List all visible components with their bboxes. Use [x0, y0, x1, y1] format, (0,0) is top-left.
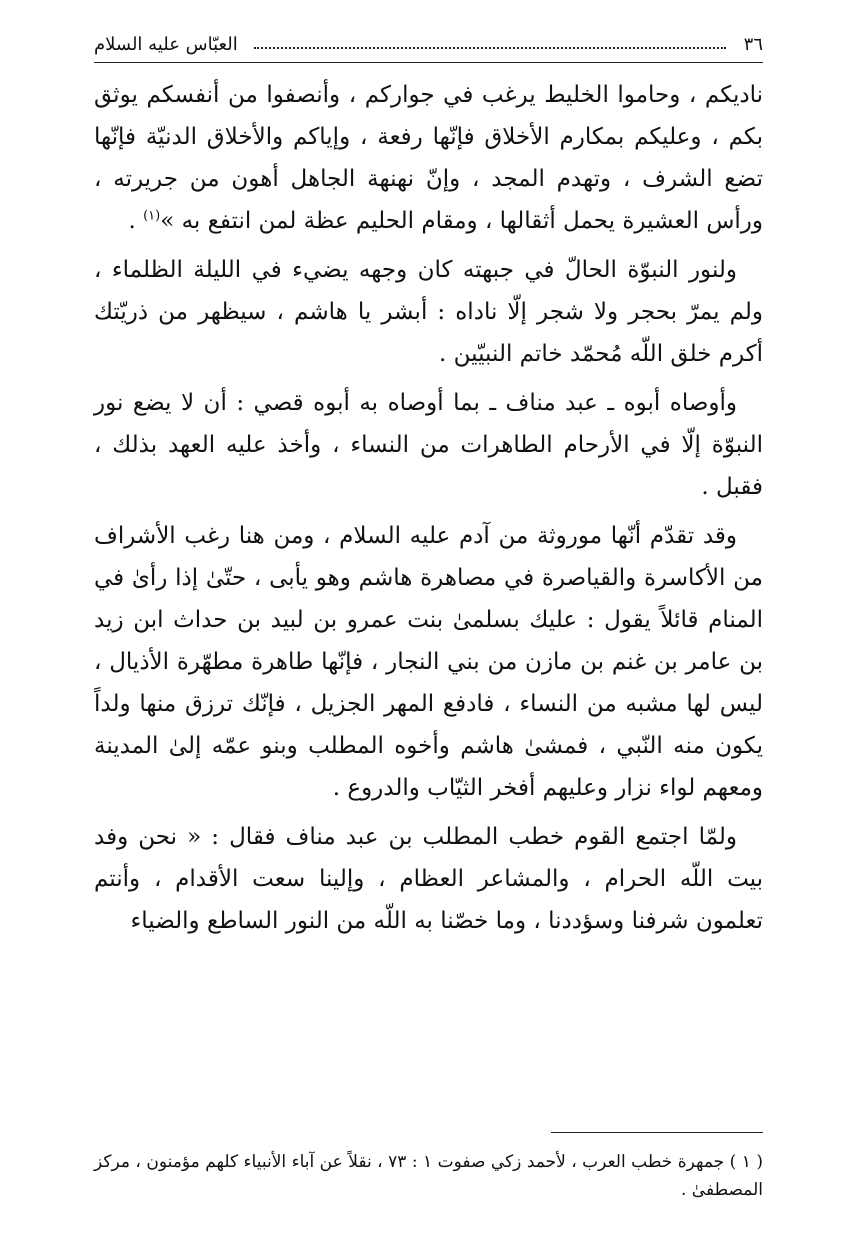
paragraph-end-period: . — [128, 208, 136, 234]
header-dot-leader — [254, 47, 726, 49]
paragraph: وقد تقدّم أنّها موروثة من آدم عليه السلام ، ومن هنا رغب الأشراف من الأكاسرة والقياصرة في مصاهرة هاشم وهو يأبى ، حتّىٰ إذا رأىٰ في المنام قائلاً يقول : عليك بسلمىٰ بنت عمرو بن لبيد بن حداث ابن زيد بن عامر بن غنم بن مازن من بني النجار ، فإنّها طاهرة مطهّرة الأذيال ، ليس لها مشبه من النساء ، فادفع المهر الجزيل ، فإنّك ترزق منها ولداً يكون منه النّبي ، فمشىٰ هاشم وأخوه المطلب وبنو عمّه إلىٰ المدينة ومعهم لواء نزار وعليهم أفخر الثيّاب والدروع . — [94, 523, 763, 801]
paragraph: ولمّا اجتمع القوم خطب المطلب بن عبد مناف فقال : « نحن وفد بيت اللّه الحرام ، والمشاعر العظام ، وإلينا سعت الأقدام ، وأنتم تعلمون شرفنا وسؤددنا ، وما خصّنا به اللّه من النور الساطع والضياء — [94, 824, 763, 934]
header-rule — [94, 62, 763, 63]
paragraph: ولنور النبوّة الحالّ في جبهته كان وجهه يضيء في الليلة الظلماء ، ولم يمرّ بحجر ولا شجر إلّا ناداه : أبشر يا هاشم ، سيظهر من ذريّتك أكرم خلق اللّه مُحمّد خاتم النبيّين . — [94, 257, 763, 367]
footnotes — [94, 1148, 763, 1204]
running-title: العبّاس عليه السلام — [94, 33, 238, 55]
paragraph — [94, 74, 763, 242]
footnote-rule — [551, 1132, 763, 1133]
paragraph: وأوصاه أبوه ـ عبد مناف ـ بما أوصاه به أبوه قصي : أن لا يضع نور النبوّة إلّا في الأرحام الطاهرات من النساء ، وأخذ عليه العهد بذلك ، فقبل . — [94, 390, 763, 500]
paragraph-text: ناديكم ، وحاموا الخليط يرغب في جواركم ، وأنصفوا من أنفسكم يوثق بكم ، وعليكم بمكارم الأخلاق فإنّها رفعة ، وإياكم والأخلاق الدنيّة فإنّها تضع الشرف ، وتهدم المجد ، وإنّ نهنهة الجاهل أهون من جريرته ، ورأس العشيرة يحمل أثقالها ، ومقام الحليم عظة لمن انتفع به » — [94, 82, 763, 234]
footnote: ( ١ ) جمهرة خطب العرب ، لأحمد زكي صفوت ١ : ٧٣ ، نقلاً عن آباء الأنبياء كلهم مؤمنون ، مركز المصطفىٰ . — [94, 1152, 763, 1200]
body-text — [94, 74, 763, 949]
page-header — [94, 30, 763, 58]
footnote-marker: (١) — [143, 208, 161, 224]
page-number: ٣٦ — [743, 33, 763, 55]
